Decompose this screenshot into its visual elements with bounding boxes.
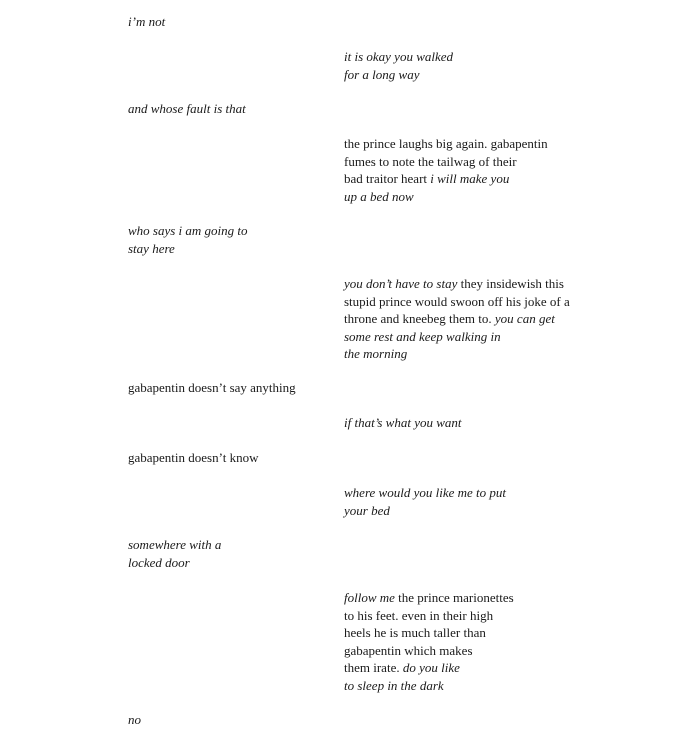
- poem-line: [344, 659, 514, 677]
- poem-line: stay here: [128, 240, 175, 256]
- stanza-3: [128, 100, 246, 118]
- poem-dialogue: you don’t have to stay: [344, 276, 458, 291]
- poem-text: throne and kneebeg them to.: [344, 311, 495, 326]
- poem-line: fumes to note the tailwag of their: [344, 153, 517, 169]
- poem-dialogue: i will make you: [430, 171, 510, 186]
- stanza-1: [128, 13, 165, 31]
- poem-line: i’m not: [128, 14, 166, 29]
- poem-line: somewhere with a: [128, 537, 222, 552]
- poem-line: who says i am going to: [128, 223, 248, 238]
- poem-line: [344, 275, 570, 293]
- stanza-13: [128, 711, 141, 729]
- poem-line: gabapentin doesn’t know: [128, 450, 259, 465]
- poem-text: the prince marionettes: [394, 590, 514, 605]
- poem-line: to his feet. even in their high: [344, 607, 494, 623]
- stanza-6: [344, 275, 570, 363]
- stanza-7: [128, 379, 296, 397]
- poem-text: they insidewish this: [457, 276, 564, 291]
- poem-line: it is okay you walked: [344, 49, 454, 64]
- poem-line: to sleep in the dark: [344, 677, 444, 693]
- poem-line: [344, 310, 570, 328]
- poem-line: locked door: [128, 554, 190, 570]
- poem-text: bad traitor heart: [344, 171, 431, 186]
- poem-line: [344, 589, 514, 607]
- poem-dialogue: do you like: [402, 660, 460, 675]
- poem-line: heels he is much taller than: [344, 625, 486, 640]
- stanza-5: [128, 222, 248, 257]
- poem-line: some rest and keep walking in: [344, 328, 501, 344]
- poem-line: up a bed now: [344, 188, 414, 204]
- poem-line: stupid prince would swoon off his joke of a: [344, 293, 570, 309]
- poem-text: them irate.: [344, 660, 403, 675]
- stanza-2: [344, 48, 453, 83]
- stanza-9: [128, 449, 258, 467]
- stanza-11: [128, 536, 221, 571]
- stanza-4: [344, 135, 548, 205]
- poem-line: the prince laughs big again. gabapentin: [344, 136, 548, 151]
- poem-line: where would you like me to put: [344, 485, 506, 500]
- poem-line: [344, 170, 548, 188]
- poem-line: gabapentin which makes: [344, 642, 473, 658]
- poem-line: gabapentin doesn’t say anything: [128, 380, 296, 395]
- stanza-10: [344, 484, 506, 519]
- poem-line: your bed: [344, 502, 390, 518]
- poem-line: no: [128, 712, 141, 727]
- poem-line: if that’s what you want: [344, 415, 462, 430]
- poem-line: and whose fault is that: [128, 101, 246, 116]
- poem-line: for a long way: [344, 66, 420, 82]
- stanza-12: [344, 589, 514, 694]
- poem-dialogue: you can get: [494, 311, 555, 326]
- poem-dialogue: follow me: [344, 590, 395, 605]
- stanza-8: [344, 414, 462, 432]
- poem-line: the morning: [344, 346, 408, 361]
